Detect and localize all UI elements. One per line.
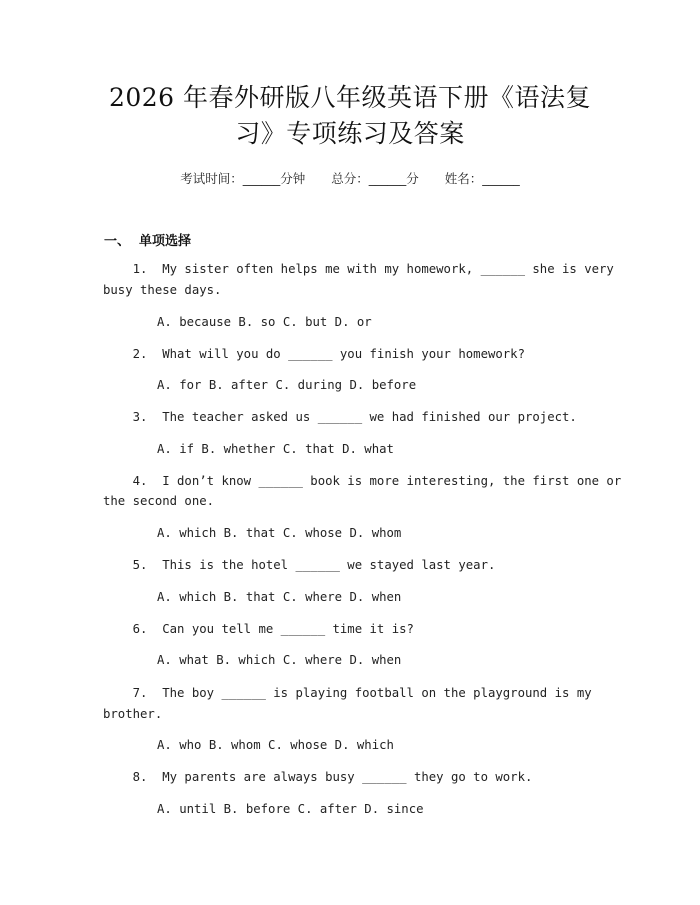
document-title xyxy=(90,80,610,152)
question-5-options: A. which B. that C. where D. when xyxy=(157,590,402,604)
title-line-1: 2026 年春外研版八年级英语下册《语法复 xyxy=(108,83,592,112)
exam-score: 总分：______分 xyxy=(331,171,419,186)
title-line-2: 习》专项练习及答案 xyxy=(235,119,465,148)
question-4-options: A. which B. that C. whose D. whom xyxy=(157,526,402,540)
question-1-options: A. because B. so C. but D. or xyxy=(157,315,372,329)
question-3-line-1: 3. The teacher asked us ______ we had finished our project. xyxy=(103,410,577,424)
question-3-options: A. if B. whether C. that D. what xyxy=(157,442,394,456)
question-2-line-1: 2. What will you do ______ you finish your homework? xyxy=(103,347,525,361)
question-7-line-2: brother. xyxy=(103,707,163,721)
question-4-line-1: 4. I don’t know ______ book is more interesting, the first one or xyxy=(103,474,622,488)
question-7-options: A. who B. whom C. whose D. which xyxy=(157,738,394,752)
question-7-line-1: 7. The boy ______ is playing football on the playground is my xyxy=(103,686,592,700)
exam-time: 考试时间：______分钟 xyxy=(180,171,306,186)
question-5-line-1: 5. This is the hotel ______ we stayed last year. xyxy=(103,558,496,572)
question-2-options: A. for B. after C. during D. before xyxy=(157,378,417,392)
student-name-field: 姓名：______ xyxy=(444,171,520,186)
question-1-line-1: 1. My sister often helps me with my homework, ______ she is very xyxy=(103,262,614,276)
question-8-line-1: 8. My parents are always busy ______ they go to work. xyxy=(103,770,533,784)
question-6-line-1: 6. Can you tell me ______ time it is? xyxy=(103,622,414,636)
exam-meta xyxy=(0,169,700,187)
section-title: 一、 单项选择 xyxy=(104,234,192,249)
question-6-options: A. what B. which C. where D. when xyxy=(157,653,402,667)
question-8-options: A. until B. before C. after D. since xyxy=(157,802,424,816)
question-4-line-2: the second one. xyxy=(103,494,215,508)
question-1-line-2: busy these days. xyxy=(103,283,222,297)
